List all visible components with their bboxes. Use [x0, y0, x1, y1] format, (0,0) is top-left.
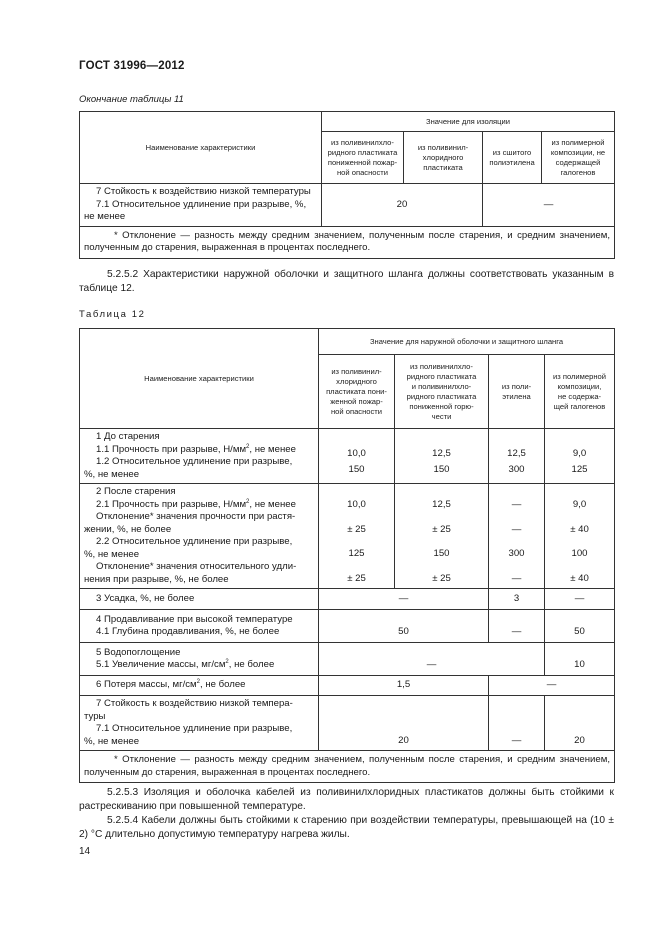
table11-caption: Окончание таблицы 11 — [79, 94, 184, 105]
document-header: ГОСТ 31996—2012 — [79, 60, 185, 72]
table11-col-4-header: из полимерной композиции, не содержащей галогенов — [542, 132, 615, 184]
table12-col-3-header: из поли- этилена — [489, 355, 545, 429]
table12-row6-name: 6 Потеря массы, $мг/см^2$, не более — [80, 676, 319, 696]
table12-col-4-header: из полимерной композиции, не содержа- щей галогенов — [545, 355, 615, 429]
table12-row6-col34: — — [489, 676, 615, 696]
table-row — [80, 589, 615, 610]
table12-row2-col4: 9,0 ± 40 100 ± 40 — [545, 484, 615, 589]
table12-row2-name: 2 После старения 2.1 Прочность при разрыве, $Н/мм^2$, не менее Отклонение* значения прочности при растя- жении, %, не более 2.2 Относительное удлинение при разрыве, %, не менее Отклонение* значения относительного удли- нения при разрыве, %, не более — [80, 484, 319, 589]
table11-footnote: * Отклонение — разность между средним значением, полученным после старения, и средним значением, полученным до старения, выраженная в процентах последнего. — [80, 226, 615, 258]
table12-row4-name: 4 Продавливание при высокой температуре 4.1 Глубина продавливания, %, не более — [80, 610, 319, 643]
table11-col-1-header: из поливинилхло- ридного пластиката пониженной пожар- ной опасности — [322, 132, 404, 184]
table12-row4-col3: — — [489, 610, 545, 643]
table12-row7-col4: 20 — [545, 696, 615, 751]
table12-row1-col3: 12,5 300 — [489, 429, 545, 484]
table12-row4-col4: 50 — [545, 610, 615, 643]
page-number: 14 — [79, 846, 91, 857]
table12-row3-col12: — — [319, 589, 489, 610]
paragraph-5-2-5-3-and-5-2-5-4: 5.2.5.3 Изоляция и оболочка кабелей из поливинилхлоридных пластикатов должны быть стойкими к растрескиванию при повышенной температуре. 5.2.5.4 Кабели должны быть стойкими к старению при воздействии температуры, превышающей на (10 ± 2) °С длительно допустимую температуру нагрева жилы. — [79, 787, 614, 840]
table12-row2-col3: — — 300 — — [489, 484, 545, 589]
table-row — [80, 610, 615, 643]
table12-row2-col2: 12,5 ± 25 150 ± 25 — [395, 484, 489, 589]
table-11 — [79, 111, 615, 259]
table-row — [80, 643, 615, 676]
table11-row7-value-b: — — [483, 184, 615, 227]
table12-row5-col123: — — [319, 643, 545, 676]
table-row — [80, 429, 615, 484]
table-row — [80, 676, 615, 696]
table12-row5-name: 5 Водопоглощение 5.1 Увеличение массы, $мг/см^2$, не более — [80, 643, 319, 676]
table12-row4-col12: 50 — [319, 610, 489, 643]
table12-row5-col4: 10 — [545, 643, 615, 676]
table-row — [80, 696, 615, 751]
table-row — [80, 184, 615, 227]
table12-row2-col1: 10,0 ± 25 125 ± 25 — [319, 484, 395, 589]
table12-caption: Таблица 12 — [79, 309, 146, 320]
table11-row7-value-a: 20 — [322, 184, 483, 227]
table11-row7-name: 7 Стойкость к воздействию низкой температуры 7.1 Относительное удлинение при разрыве, %, не менее — [80, 184, 322, 227]
table12-name-header: Наименование характеристики — [80, 329, 319, 429]
table12-row3-col3: 3 — [489, 589, 545, 610]
table12-row3-col4: — — [545, 589, 615, 610]
table12-value-header: Значение для наружной оболочки и защитного шланга — [319, 329, 615, 355]
table-row — [80, 484, 615, 589]
table12-row7-col3: — — [489, 696, 545, 751]
table12-row3-name: 3 Усадка, %, не более — [80, 589, 319, 610]
table11-col-2-header: из поливинил- хлоридного пластиката — [404, 132, 483, 184]
table11-value-header: Значение для изоляции — [322, 112, 615, 132]
table11-col-3-header: из сшитого полиэтилена — [483, 132, 542, 184]
table12-row1-col2: 12,5 150 — [395, 429, 489, 484]
table12-col-2-header: из поливинилхло- ридного пластиката и поливинилхло- ридного пластиката пониженной горю- чести — [395, 355, 489, 429]
table12-col-1-header: из поливинил- хлоридного пластиката пони- женной пожар- ной опасности — [319, 355, 395, 429]
table12-row1-name: 1 До старения 1.1 Прочность при разрыве, $Н/мм^2$, не менее 1.2 Относительное удлинение при разрыве, %, не менее — [80, 429, 319, 484]
table12-row1-col1: 10,0 150 — [319, 429, 395, 484]
paragraph-5-2-5-2: 5.2.5.2 Характеристики наружной оболочки и защитного шланга должны соответствовать указанным в таблице 12. — [79, 269, 614, 294]
table12-row1-col4: 9,0 125 — [545, 429, 615, 484]
table-12 — [79, 328, 615, 783]
table12-row7-col12: 20 — [319, 696, 489, 751]
table12-row6-col12: 1,5 — [319, 676, 489, 696]
table12-footnote: * Отклонение — разность между средним значением, полученным после старения, и средним значением, полученным до старения, выраженная в процентах последнего. — [80, 751, 615, 783]
table12-row7-name: 7 Стойкость к воздействию низкой темпера- туры 7.1 Относительное удлинение при разрыве, %, не менее — [80, 696, 319, 751]
table11-name-header: Наименование характеристики — [80, 112, 322, 184]
